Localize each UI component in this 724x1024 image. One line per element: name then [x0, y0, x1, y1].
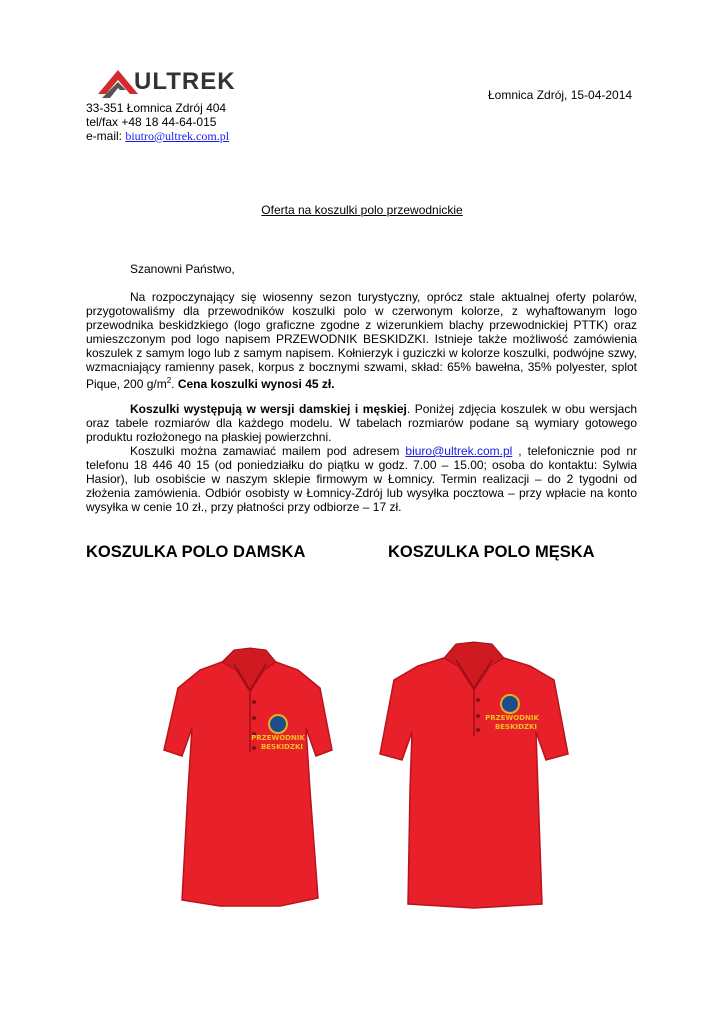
ordering-text-b: , telefonicznie pod nr telefonu 18 446 40 15 (od poniedziałku do piątku w godz. 7.00 – 15.00; osoba do kontaktu: Sylwia Hasior), lub osobiście w naszym sklepie firmowym w Łomnicy. Termin realizacji – do 2 tygodni od złożenia zamówienia. Odbiór osobisty w Łomnicy-Zdrój lub wysyłka pocztowa – przy wpłacie na konto wysyłka w cenie 10 zł., przy płatności przy odbiorze – 17 zł.: [86, 444, 638, 514]
embroidered-logo-icon: [269, 715, 287, 733]
email-label: e-mail:: [86, 129, 126, 143]
email-link[interactable]: biutro@ultrek.com.pl: [125, 129, 230, 143]
address-line: 33-351 Łomnica Zdrój 404: [86, 101, 227, 115]
price-text: Cena koszulki wynosi 45 zł.: [177, 377, 335, 391]
embroidered-logo-icon: [501, 695, 519, 713]
versions-text: . Poniżej zdjęcia koszulek w obu wersjach oraz tabele rozmiarów dla każdego modelu. W tabelach rozmiarów podane są wymiary gotowego produktu rozłożonego na płaskiej powierzchni.: [86, 402, 637, 444]
brand-name: ULTREK: [134, 68, 236, 95]
paragraph-versions: [86, 402, 637, 444]
embroidery-text-1: PRZEWODNIK: [485, 714, 539, 722]
heading-men: KOSZULKA POLO MĘSKA: [388, 543, 595, 561]
company-address: [86, 101, 229, 143]
women-polo-image: [160, 640, 340, 910]
company-logo: [96, 62, 236, 102]
phone-line: tel/fax +48 18 44-64-015: [86, 115, 217, 129]
superscript: 2: [166, 376, 172, 385]
embroidery-text-2: BESKIDZKI: [494, 723, 538, 731]
separator: .: [171, 377, 178, 391]
letter-date: Łomnica Zdrój, 15-04-2014: [488, 88, 633, 102]
document-title-text: Oferta na koszulki polo przewodnickie: [261, 203, 463, 217]
paragraph-offer-text: Na rozpoczynający się wiosenny sezon turystyczny, oprócz stale aktualnej oferty polarów, przygotowaliśmy dla przewodników koszulki polo w czerwonym kolorze, z wyhaftowanym logo przewodnika beskidzkiego (logo graficzne zgodne z wizerunkiem blachy przewodnickiej PTTK) oraz umieszczonym pod logo napisem PRZEWODNIK BESKIDZKI. Istnieje także możliwość zamówienia koszulek z samym logo lub z samym napisem. Kołnierzyk i guziczki w kolorze koszulki, podwójne szwy, wzmacniający ramienny pasek, korpus z bocznymi szwami, skład: 65% bawełna, 35% polyester, splot Pique, 200 g/m: [86, 290, 637, 391]
embroidery-text-1: PRZEWODNIK: [251, 734, 305, 742]
order-email-link[interactable]: biuro@ultrek.com.pl: [405, 444, 513, 458]
embroidery-text-2: BESKIDZKI: [260, 743, 304, 751]
document-title: [0, 203, 724, 217]
paragraph-offer: [86, 290, 637, 391]
heading-women: KOSZULKA POLO DAMSKA: [86, 543, 306, 561]
paragraph-ordering: [86, 444, 637, 514]
men-polo-image: [376, 640, 572, 912]
salutation: Szanowni Państwo,: [130, 262, 235, 276]
ordering-text-a: Koszulki można zamawiać mailem pod adresem: [130, 444, 406, 458]
email-line: [86, 129, 229, 143]
versions-bold: Koszulki występują w wersji damskiej i męskiej: [130, 402, 407, 416]
